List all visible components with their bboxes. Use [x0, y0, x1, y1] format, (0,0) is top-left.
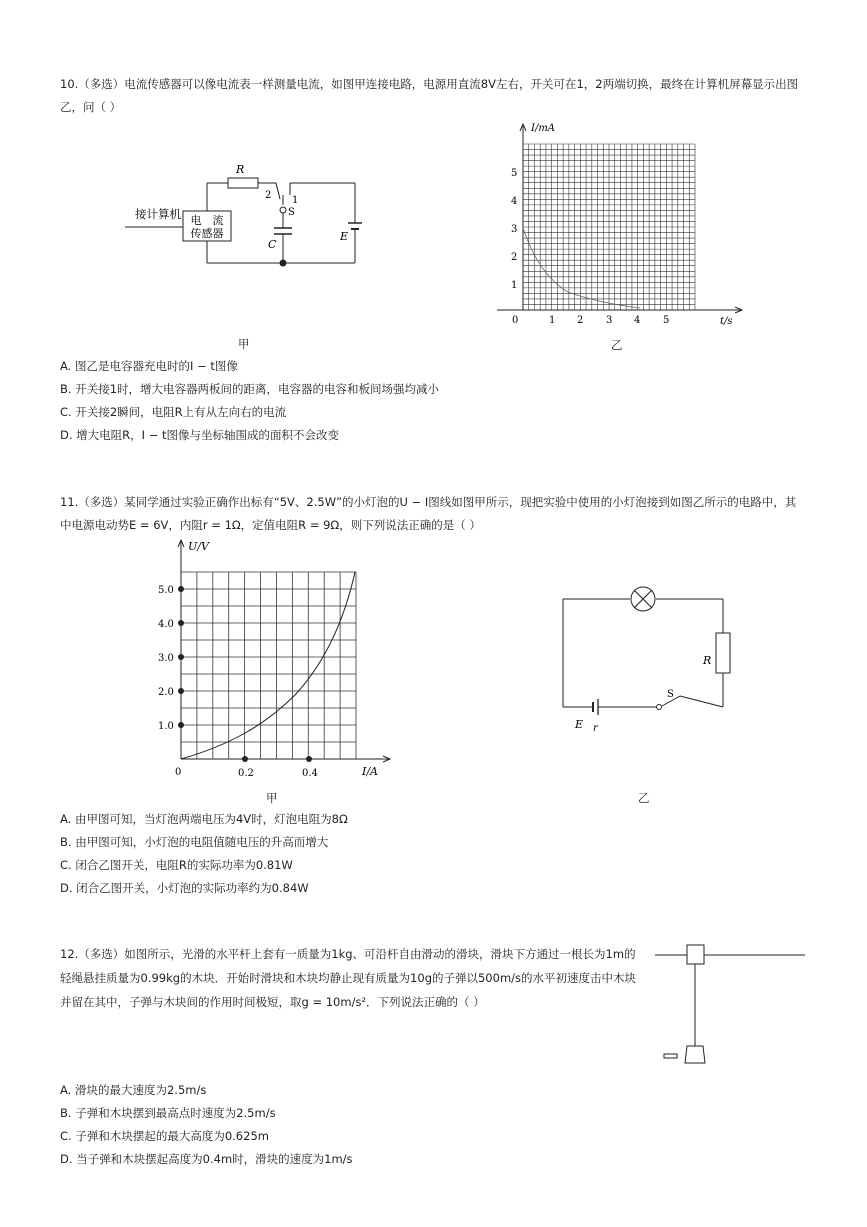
x-tick-1: 1: [549, 315, 556, 326]
q11-option-a[interactable]: A. 由甲图可知，当灯泡两端电压为4V时，灯泡电阻为8Ω: [60, 812, 348, 826]
q10-option-c[interactable]: C. 开关接2瞬间，电阻R上有从左向右的电流: [60, 405, 287, 419]
q12-option-d[interactable]: D. 当子弹和木块摆起高度为0.4m时，滑块的速度为1m/s: [60, 1152, 353, 1166]
u-axis-label: U/V: [188, 540, 209, 553]
wooden-block: [685, 1046, 705, 1063]
y-tick-3: 3: [511, 224, 518, 235]
s-label: S: [667, 689, 674, 700]
u-tick-4: 4.0: [158, 619, 174, 630]
e-label: E: [340, 230, 349, 243]
sensor-label-2: 传感器: [190, 227, 224, 240]
q12-option-c[interactable]: C. 子弹和木块摆起的最大高度为0.625m: [60, 1129, 269, 1143]
q11-fig-b-caption: 乙: [638, 791, 650, 805]
r-internal-label: r: [593, 723, 598, 734]
u-tick-2: 2.0: [158, 687, 174, 698]
q11-stem-line2: 中电源电动势E = 6V，内阻r = 1Ω，定值电阻R = 9Ω，则下列说法正确的是（ ）: [60, 518, 481, 532]
q11-option-d[interactable]: D. 闭合乙图开关，小灯泡的实际功率约为0.84W: [60, 881, 309, 895]
origin-label: 0: [512, 315, 519, 326]
y-tick-4: 4: [511, 196, 518, 207]
i-tick-02: 0.2: [238, 768, 254, 779]
sensor-label-1: 电 流: [190, 214, 224, 227]
q12-option-b[interactable]: B. 子弹和木块摆到最高点时速度为2.5m/s: [60, 1106, 276, 1120]
computer-label: 接计算机: [135, 207, 181, 221]
x-axis-label: t/s: [720, 316, 733, 327]
y-tick-5: 5: [511, 168, 518, 179]
y-tick-1: 1: [511, 280, 518, 291]
x-tick-3: 3: [606, 315, 613, 326]
slider-block: [687, 945, 704, 964]
q11-option-c[interactable]: C. 闭合乙图开关，电阻R的实际功率为0.81W: [60, 858, 293, 872]
q10-fig-b-caption: 乙: [611, 338, 623, 352]
q10-stem-line2: 乙，问（ ）: [60, 100, 122, 114]
pos2-label: 2: [265, 190, 272, 201]
q12-stem-line2: 轻绳悬挂质量为0.99kg的木块．开始时滑块和木块均静止现有质量为10g的子弹以500m/s的水平初速度击中木块: [60, 971, 637, 985]
r-label: R: [703, 654, 712, 667]
q12-stem-line1: 12.（多选）如图所示，光滑的水平杆上套有一质量为1kg、可沿杆自由滑动的滑块，滑块下方通过一根长为1m的: [60, 947, 636, 961]
q11-stem-line1: 11.（多选）某同学通过实验正确作出标有“5V、2.5W”的小灯泡的U − I图线如图甲所示，现把实验中使用的小灯泡接到如图乙所示的电路中，其: [60, 495, 797, 509]
bullet-icon: [664, 1054, 677, 1058]
q10-stem-line1: 10.（多选）电流传感器可以像电流表一样测量电流，如图甲连接电路，电源用直流8V左右，开关可在1，2两端切换，最终在计算机屏幕显示出图: [60, 77, 799, 91]
i-tick-04: 0.4: [302, 768, 318, 779]
q10-option-b[interactable]: B. 开关接1时，增大电容器两板间的距离，电容器的电容和板间场强均减小: [60, 382, 440, 396]
e-label: E: [575, 718, 584, 731]
y-tick-2: 2: [511, 252, 518, 263]
q10-option-a[interactable]: A. 图乙是电容器充电时的I − t图像: [60, 359, 238, 373]
q12-option-a[interactable]: A. 滑块的最大速度为2.5m/s: [60, 1083, 207, 1097]
c-label: C: [268, 238, 277, 251]
r-label: R: [236, 163, 245, 176]
q11-fig-a-caption: 甲: [266, 791, 278, 805]
x-tick-4: 4: [634, 315, 641, 326]
q12-stem-line3: 并留在其中，子弹与木块间的作用时间极短，取g = 10m/s²．下列说法正确的（ ）: [60, 995, 485, 1009]
y-axis-label: I/mA: [531, 123, 556, 134]
x-tick-5: 5: [663, 315, 670, 326]
pos1-label: 1: [292, 195, 299, 206]
x-tick-2: 2: [577, 315, 584, 326]
q10-fig-a-caption: 甲: [238, 337, 250, 351]
s-label: S: [288, 207, 295, 218]
q10-option-d[interactable]: D. 增大电阻R，I − t图像与坐标轴围成的面积不会改变: [60, 428, 340, 442]
u-tick-5: 5.0: [158, 585, 174, 596]
origin-label: 0: [175, 767, 182, 778]
u-tick-1: 1.0: [158, 721, 174, 732]
u-tick-3: 3.0: [158, 653, 174, 664]
q11-option-b[interactable]: B. 由甲图可知，小灯泡的电阻值随电压的升高而增大: [60, 835, 329, 849]
i-axis-label: I/A: [362, 765, 378, 778]
